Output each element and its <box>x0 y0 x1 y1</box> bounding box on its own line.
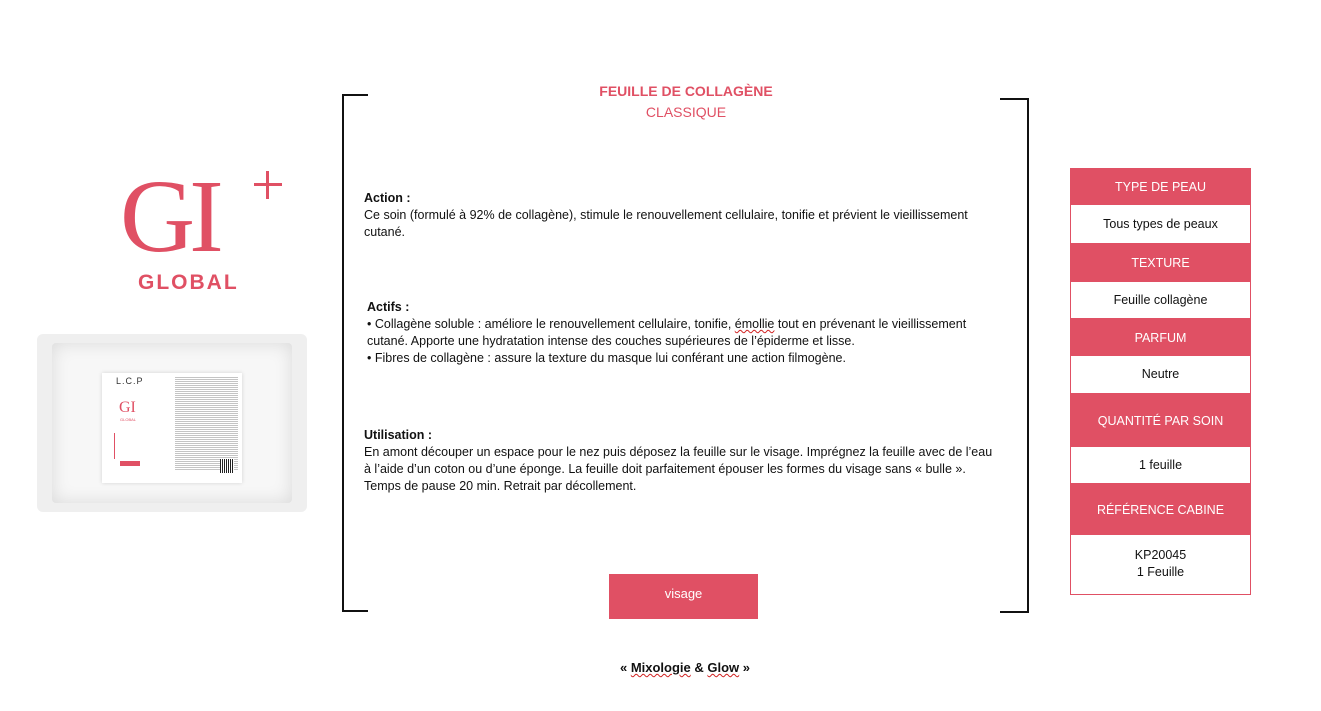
pack-logo-sub: GLOBAL <box>120 417 137 422</box>
footer-ampersand: & <box>690 660 708 675</box>
utilisation-heading: Utilisation : <box>364 428 433 442</box>
utilisation-text: En amont découper un espace pour le nez puis déposez la feuille sur le visage. Imprégnez la feuille avec de l’eau à l’aide d’un coton ou d’une éponge. La feuille doit parfaitement épouser les formes du visage sans « bulle ». Temps de pause 20 min. Retrait par décollement. <box>364 445 993 493</box>
actifs-item1-text-end: tout en prévenant le vieillissement cutané. Apporte une hydratation intense des couches supérieures de l’épiderme et lisse. <box>367 317 967 348</box>
right-bracket <box>1000 98 1029 613</box>
pack-accent-bar <box>120 461 140 466</box>
actifs-heading: Actifs : <box>367 300 410 314</box>
pack-brand: L.C.P <box>116 376 144 386</box>
texture-value: Feuille collagène <box>1070 282 1251 319</box>
product-info-table <box>1070 168 1251 595</box>
type-peau-header: TYPE DE PEAU <box>1070 168 1251 205</box>
footer-open-quote: « <box>619 660 631 675</box>
quantite-value: 1 feuille <box>1070 447 1251 484</box>
product-label <box>102 373 242 483</box>
footer-word-glow: Glow <box>707 660 740 675</box>
parfum-header: PARFUM <box>1070 319 1251 356</box>
product-sachet <box>52 343 292 503</box>
action-heading: Action : <box>364 191 411 205</box>
actifs-item1-text: • Collagène soluble : améliore le renouvellement cellulaire, tonifie, <box>367 317 735 331</box>
logo-letters: GI <box>120 159 218 274</box>
reference-code: KP20045 <box>1134 548 1187 562</box>
actifs-section <box>367 299 997 367</box>
plus-icon <box>254 171 282 199</box>
parfum-value: Neutre <box>1070 356 1251 394</box>
type-peau-value: Tous types de peaux <box>1070 205 1251 244</box>
pack-divider <box>114 433 115 459</box>
actifs-item-collagene-soluble <box>367 316 997 350</box>
product-title: FEUILLE DE COLLAGÈNE <box>599 83 773 99</box>
footer-tagline <box>560 660 810 675</box>
quantite-header: QUANTITÉ PAR SOIN <box>1070 394 1251 447</box>
product-subtitle: CLASSIQUE <box>645 104 727 120</box>
reference-value <box>1070 535 1251 595</box>
action-section <box>364 190 994 241</box>
reference-quantity: 1 Feuille <box>1136 565 1185 579</box>
spellcheck-word: émollie <box>734 317 775 331</box>
pack-logo: GI <box>119 399 136 416</box>
logo-wordmark: GLOBAL <box>138 271 239 294</box>
utilisation-section <box>364 427 994 495</box>
product-image <box>37 334 307 512</box>
action-text: Ce soin (formulé à 92% de collagène), stimule le renouvellement cellulaire, tonifie et prévient le vieillissement cutané. <box>364 208 968 239</box>
gi-global-logo <box>118 159 288 300</box>
footer-word-mixologie: Mixologie <box>630 660 691 675</box>
footer-close-quote: » <box>739 660 751 675</box>
texture-header: TEXTURE <box>1070 244 1251 282</box>
visage-button[interactable]: visage <box>609 574 758 619</box>
pack-fine-print <box>175 376 238 471</box>
left-bracket <box>342 94 368 612</box>
barcode-icon <box>220 459 234 473</box>
actifs-item-fibres: • Fibres de collagène : assure la texture du masque lui conférant une action filmogène. <box>367 351 846 365</box>
reference-header: RÉFÉRENCE CABINE <box>1070 484 1251 535</box>
